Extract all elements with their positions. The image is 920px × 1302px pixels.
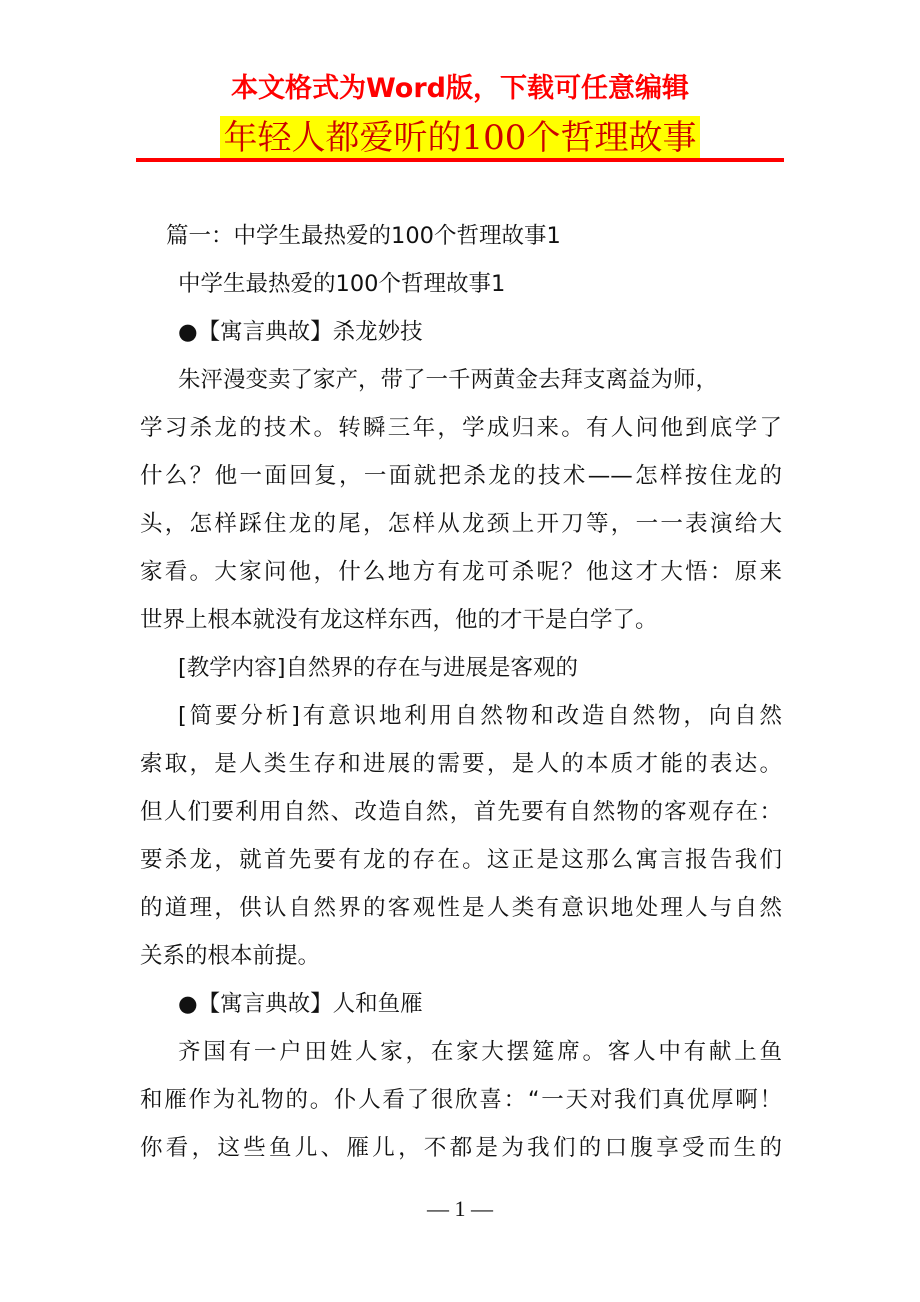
text-line: 篇一：中学生最热爱的100个哲理故事1 <box>166 223 561 249</box>
text-line: 头，怎样踩住龙的尾，怎样从龙颈上开刀等，一一表演给大 <box>140 511 782 537</box>
text-line: 但人们要利用自然、改造自然，首先要有自然物的客观存在： <box>140 799 782 825</box>
document-body <box>140 212 782 1172</box>
text-line: 中学生最热爱的100个哲理故事1 <box>178 271 506 297</box>
text-line: ●【寓言典故】人和鱼雁 <box>178 991 423 1017</box>
page-number: — 1 — <box>427 1196 493 1221</box>
text-line: 关系的根本前提。 <box>140 943 321 969</box>
text-line: [教学内容]自然界的存在与进展是客观的 <box>178 655 579 681</box>
document-title-wrap <box>0 110 920 159</box>
document-title: 年轻人都爱听的100个哲理故事 <box>220 116 701 160</box>
text-line: [简要分析]有意识地利用自然物和改造自然物，向自然 <box>178 703 782 729</box>
text-line: ●【寓言典故】杀龙妙技 <box>178 319 423 345</box>
format-notice: 本文格式为Word版，下载可任意编辑 <box>230 73 689 104</box>
text-line: 朱泙漫变卖了家产，带了一千两黄金去拜支离益为师， <box>178 367 719 393</box>
text-line: 你看，这些鱼儿、雁儿，不都是为我们的口腹享受而生的 <box>140 1135 782 1161</box>
text-line: 家看。大家问他，什么地方有龙可杀呢？他这才大悟：原来 <box>140 559 782 585</box>
text-line: 要杀龙，就首先要有龙的存在。这正是这那么寓言报告我们 <box>140 847 782 873</box>
text-line: 的道理，供认自然界的客观性是人类有意识地处理人与自然 <box>140 895 782 921</box>
text-line: 世界上根本就没有龙这样东西，他的才干是白学了。 <box>140 607 658 633</box>
text-line: 齐国有一户田姓人家，在家大摆筵席。客人中有献上鱼 <box>178 1039 782 1065</box>
title-divider <box>136 158 784 162</box>
text-line: 索取，是人类生存和进展的需要，是人的本质才能的表达。 <box>140 751 782 777</box>
text-line: 什么？他一面回复，一面就把杀龙的技术——怎样按住龙的 <box>140 463 782 489</box>
text-line: 和雁作为礼物的。仆人看了很欣喜：“一天对我们真优厚啊！ <box>140 1087 782 1113</box>
text-line: 学习杀龙的技术。转瞬三年，学成归来。有人问他到底学了 <box>140 415 782 441</box>
